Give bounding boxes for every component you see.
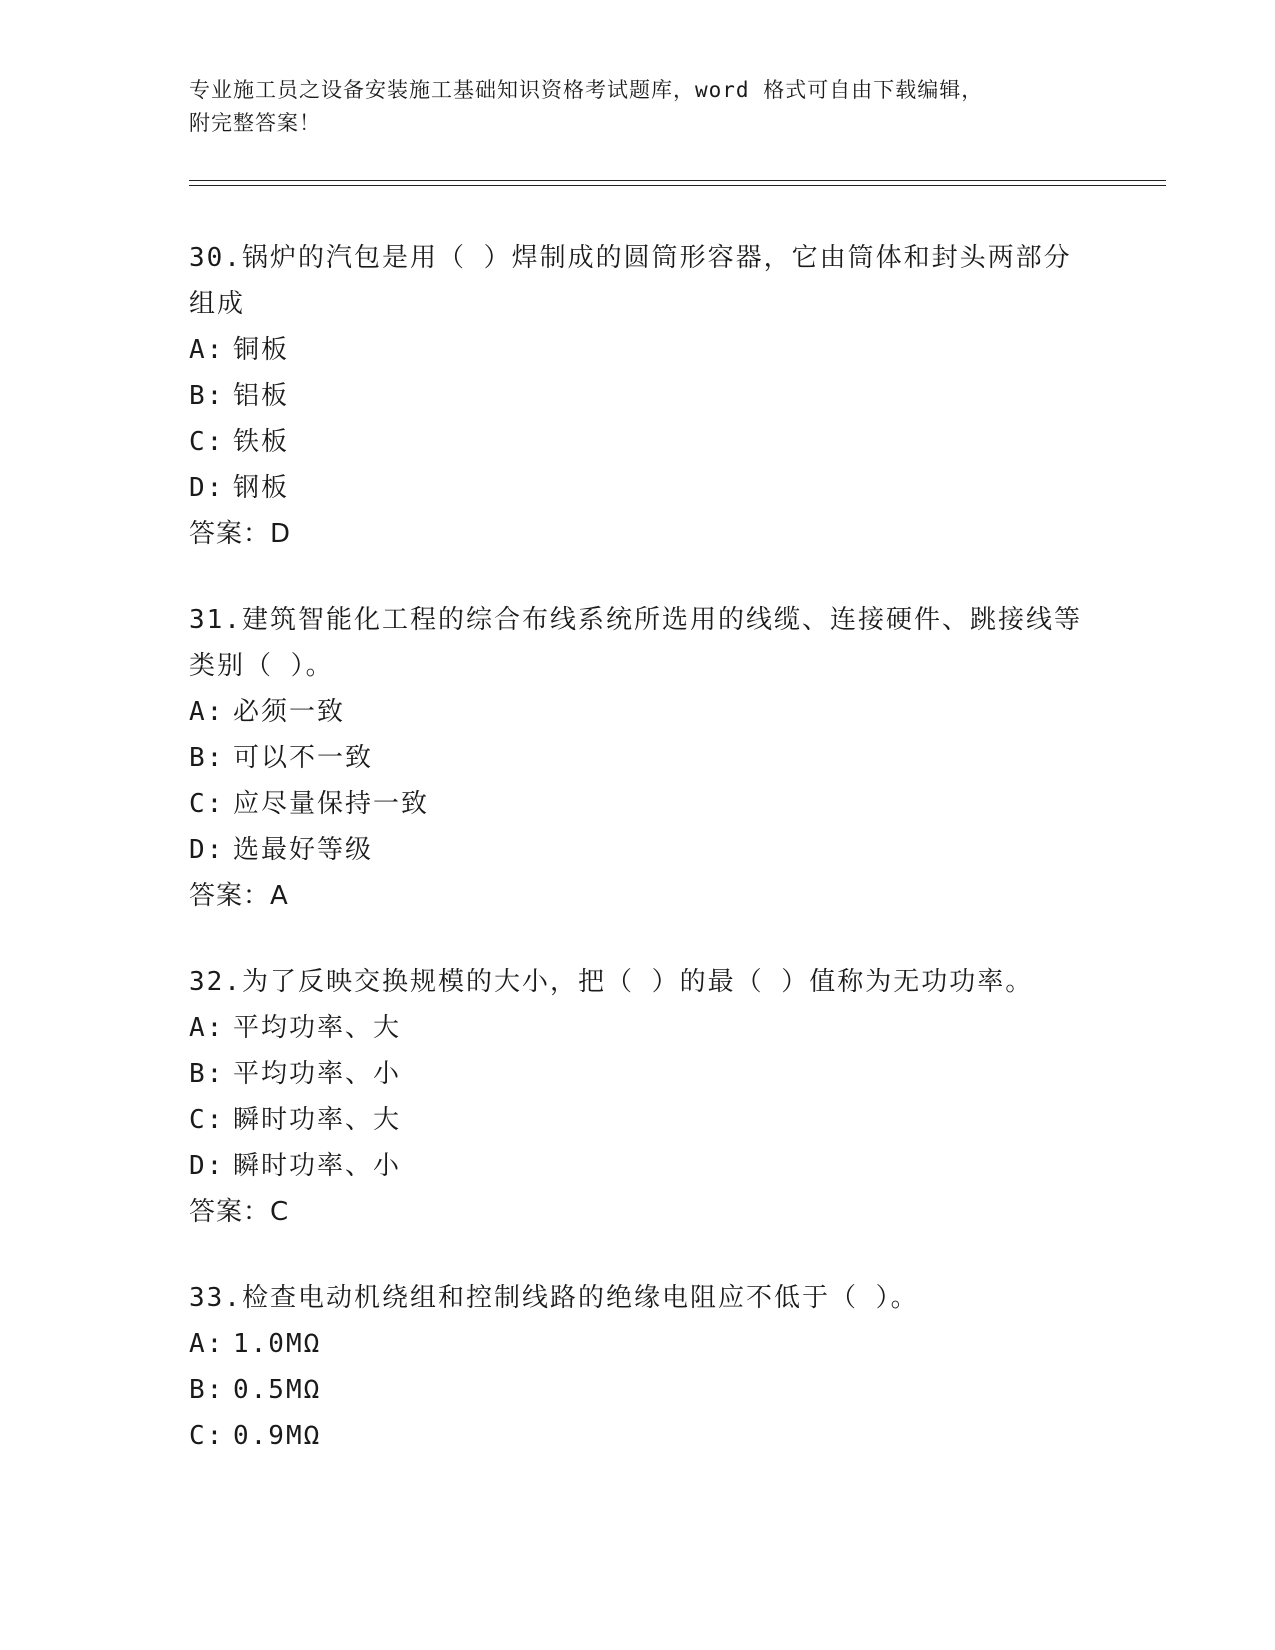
option-text: 铜板 xyxy=(233,335,290,365)
option-letter: A: xyxy=(189,697,225,727)
option-text: 应尽量保持一致 xyxy=(233,789,430,819)
question-stem: 32.为了反映交换规模的大小，把（ ）的最（ ）值称为无功功率。 xyxy=(189,967,1034,997)
question-item xyxy=(189,235,1089,557)
answer-option xyxy=(189,1097,1089,1143)
answer-key: 答案：D xyxy=(189,519,292,549)
option-text: 钢板 xyxy=(233,473,290,503)
answer-option xyxy=(189,735,1089,781)
answer-option xyxy=(189,1143,1089,1189)
option-letter: C: xyxy=(189,789,225,819)
option-letter: A: xyxy=(189,335,225,365)
option-letter: B: xyxy=(189,381,225,411)
question-item xyxy=(189,1275,1089,1459)
question-item xyxy=(189,959,1089,1235)
answer-option xyxy=(189,1005,1089,1051)
answer-option xyxy=(189,689,1089,735)
answer-option xyxy=(189,465,1089,511)
option-text: 铝板 xyxy=(233,381,290,411)
option-text: 必须一致 xyxy=(233,697,346,727)
option-letter: D: xyxy=(189,835,225,865)
option-text: 铁板 xyxy=(233,427,290,457)
option-text: 瞬时功率、小 xyxy=(233,1151,402,1181)
option-text: 选最好等级 xyxy=(233,835,374,865)
document-header xyxy=(189,74,1089,140)
option-text: 瞬时功率、大 xyxy=(233,1105,402,1135)
answer-option xyxy=(189,1413,1089,1459)
answer-option xyxy=(189,1367,1089,1413)
option-letter: A: xyxy=(189,1329,225,1359)
option-letter: B: xyxy=(189,743,225,773)
option-letter: B: xyxy=(189,1375,225,1405)
option-text: 可以不一致 xyxy=(233,743,374,773)
option-text: 平均功率、大 xyxy=(233,1013,402,1043)
question-stem: 30.锅炉的汽包是用（ ）焊制成的圆筒形容器，它由筒体和封头两部分组成 xyxy=(189,243,1072,319)
option-letter: C: xyxy=(189,427,225,457)
option-text: 0.9MΩ xyxy=(233,1421,322,1451)
option-text: 0.5MΩ xyxy=(233,1375,322,1405)
question-list xyxy=(189,235,1089,1499)
option-letter: C: xyxy=(189,1105,225,1135)
option-letter: C: xyxy=(189,1421,225,1451)
answer-option xyxy=(189,419,1089,465)
option-letter: D: xyxy=(189,1151,225,1181)
question-item xyxy=(189,597,1089,919)
option-letter: A: xyxy=(189,1013,225,1043)
answer-key: 答案：A xyxy=(189,881,289,911)
header-line-1: 专业施工员之设备安装施工基础知识资格考试题库，word 格式可自由下载编辑， xyxy=(189,78,984,102)
option-text: 平均功率、小 xyxy=(233,1059,402,1089)
option-letter: B: xyxy=(189,1059,225,1089)
question-stem: 31.建筑智能化工程的综合布线系统所选用的线缆、连接硬件、跳接线等类别（ ）。 xyxy=(189,605,1082,681)
header-line-2: 附完整答案！ xyxy=(189,111,321,135)
answer-key: 答案：C xyxy=(189,1197,290,1227)
option-letter: D: xyxy=(189,473,225,503)
answer-option xyxy=(189,1321,1089,1367)
option-text: 1.0MΩ xyxy=(233,1329,322,1359)
answer-option xyxy=(189,327,1089,373)
answer-option xyxy=(189,373,1089,419)
answer-option xyxy=(189,781,1089,827)
question-stem: 33.检查电动机绕组和控制线路的绝缘电阻应不低于（ ）。 xyxy=(189,1283,919,1313)
header-divider xyxy=(189,180,1166,186)
answer-option xyxy=(189,827,1089,873)
answer-option xyxy=(189,1051,1089,1097)
